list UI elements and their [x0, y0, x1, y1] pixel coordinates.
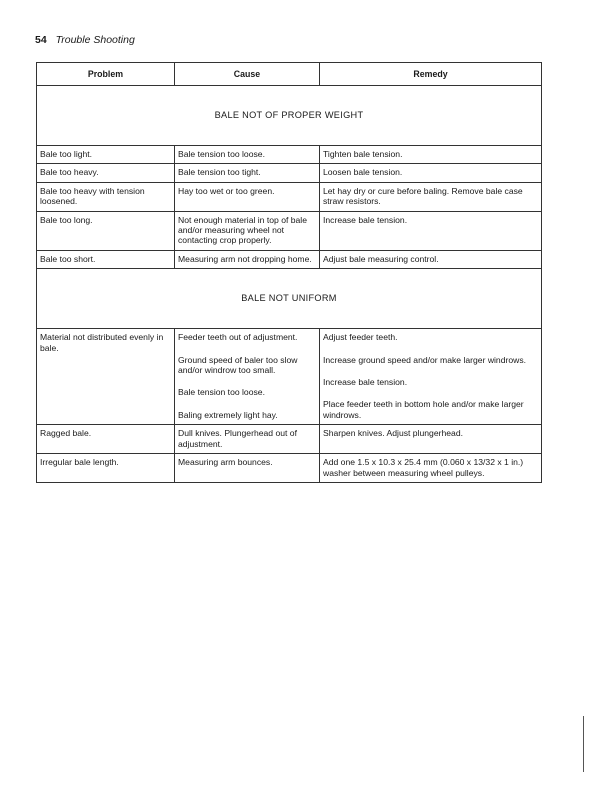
cause-cell: Measuring arm not dropping home.: [178, 253, 312, 264]
cause-cell: Bale tension too loose.: [178, 387, 265, 398]
cause-cell: Not enough material in top of bale and/or measuring wheel not contacting crop properly.: [178, 214, 307, 246]
cause-cell: Bale tension too tight.: [178, 167, 261, 178]
column-header-remedy: Remedy: [320, 63, 542, 86]
column-header-cause: Cause: [175, 63, 320, 86]
table-row: [37, 164, 542, 182]
remedy-cell: Add one 1.5 x 10.3 x 25.4 mm (0.060 x 13/32 x 1 in.) washer between measuring wheel pulleys.: [323, 457, 524, 478]
section-heading-row: [37, 269, 542, 329]
page-edge-mark: [583, 716, 584, 772]
cause-cell: Ground speed of baler too slow and/or windrow too small.: [178, 354, 298, 376]
cause-cell: Baling extremely light hay.: [178, 409, 278, 420]
section-heading-row: [37, 86, 542, 146]
problem-cell: Bale too long.: [40, 214, 93, 225]
problem-cell: Ragged bale.: [40, 428, 92, 439]
cause-cell: Bale tension too loose.: [178, 149, 265, 159]
problem-cell: Material not distributed evenly in bale.: [40, 332, 164, 353]
problem-cell: Bale too light.: [40, 149, 93, 159]
problem-cell: Bale too heavy with tension loosened.: [40, 185, 145, 207]
remedy-cell: Increase ground speed and/or make larger windrows.: [323, 354, 527, 365]
table-row: [37, 250, 542, 268]
section-heading: BALE NOT OF PROPER WEIGHT: [214, 110, 364, 120]
column-header-problem: Problem: [37, 63, 175, 86]
page-header: [35, 34, 135, 46]
remedy-cell: Let hay dry or cure before baling. Remove bale case straw resistors.: [323, 185, 523, 207]
remedy-cell: Loosen bale tension.: [323, 167, 403, 178]
problem-cell: Bale too heavy.: [40, 167, 99, 178]
table-row: [37, 146, 542, 164]
remedy-cell: Adjust bale measuring control.: [323, 253, 439, 264]
problem-cell: Irregular bale length.: [40, 457, 119, 468]
problem-cell: Bale too short.: [40, 253, 96, 264]
section-title: Trouble Shooting: [55, 34, 135, 46]
table-header-row: [37, 63, 542, 86]
cause-cell: Hay too wet or too green.: [178, 185, 275, 196]
remedy-cell: Place feeder teeth in bottom hole and/or make larger windrows.: [323, 399, 524, 420]
cause-cell: Dull knives. Plungerhead out of adjustment.: [178, 428, 297, 449]
cause-cell: Feeder teeth out of adjustment.: [178, 332, 298, 343]
table-row: [37, 211, 542, 250]
page-number: 54: [35, 34, 47, 46]
table-row: [37, 425, 542, 454]
remedy-cell: Sharpen knives. Adjust plungerhead.: [323, 428, 463, 439]
remedy-cell: Tighten bale tension.: [323, 149, 403, 159]
remedy-cell: Increase bale tension.: [323, 377, 408, 388]
section-heading: BALE NOT UNIFORM: [241, 293, 337, 304]
troubleshooting-table: [36, 62, 542, 483]
cause-cell: Measuring arm bounces.: [178, 457, 273, 468]
remedy-cell: Adjust feeder teeth.: [323, 332, 398, 343]
table-row: [37, 329, 542, 425]
remedy-cell: Increase bale tension.: [323, 214, 408, 225]
table-row: [37, 454, 542, 483]
table-row: [37, 182, 542, 211]
